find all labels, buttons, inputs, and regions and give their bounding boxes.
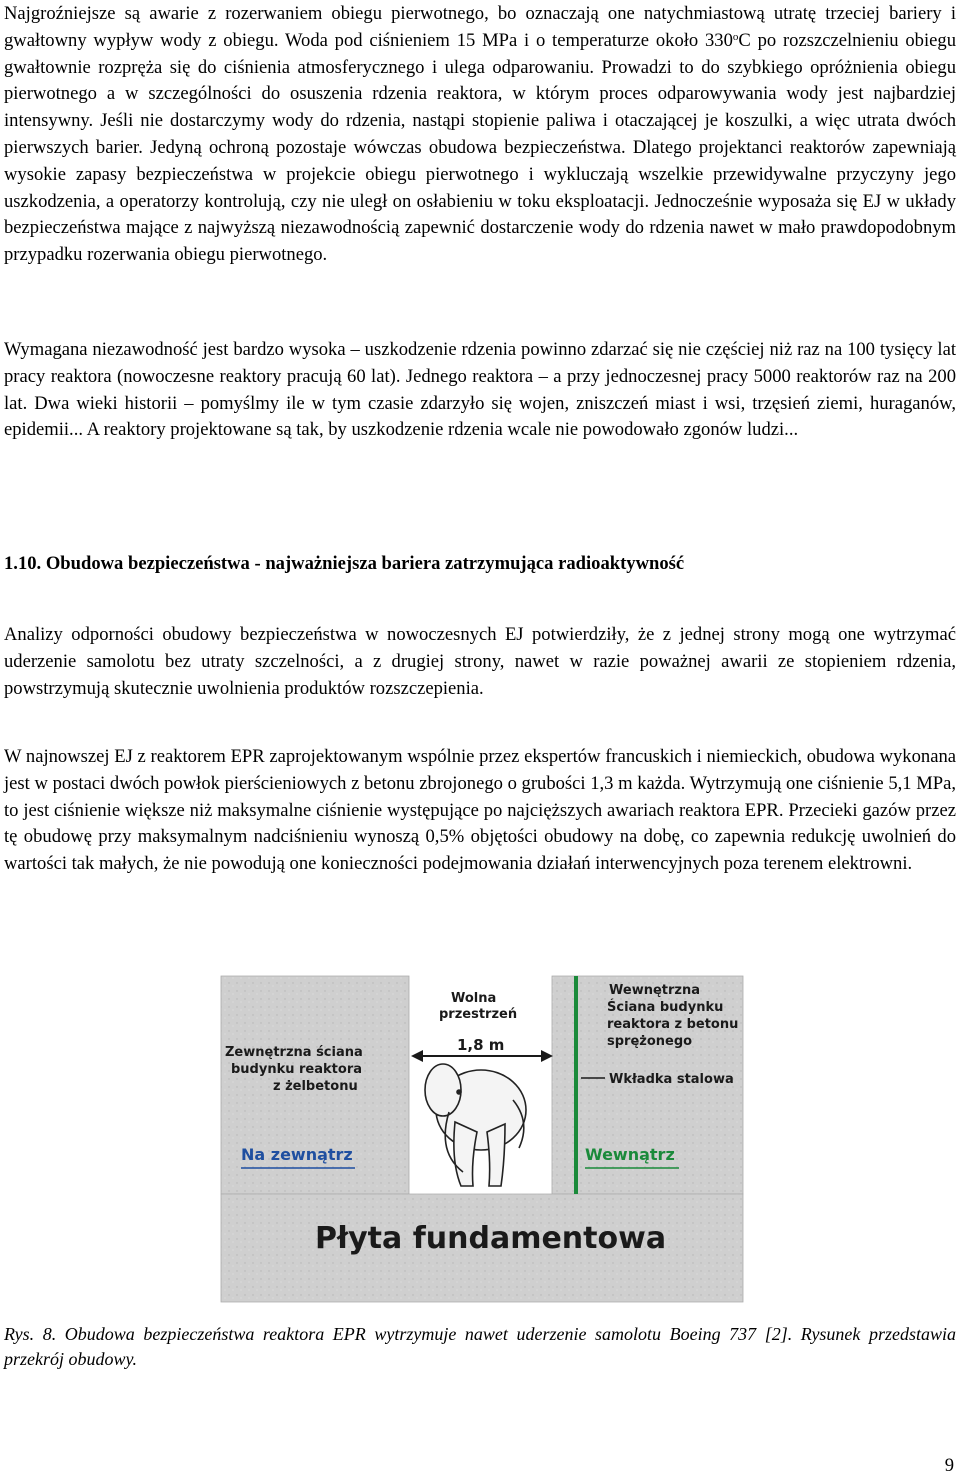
- label-outer-1: Zewnętrzna ściana: [225, 1045, 363, 1060]
- label-outside: Na zewnątrz: [241, 1145, 353, 1164]
- label-inner-1: Wewnętrzna: [609, 983, 700, 998]
- label-inner-2: Ściana budynku: [607, 1000, 724, 1015]
- label-inside: Wewnątrz: [585, 1145, 675, 1164]
- label-liner: Wkładka stalowa: [609, 1072, 734, 1087]
- label-gap-2: przestrzeń: [439, 1007, 518, 1022]
- elephant-illustration: [425, 1064, 526, 1186]
- label-gap-1: Wolna: [451, 991, 497, 1006]
- label-width: 1,8 m: [457, 1036, 505, 1054]
- page-number: 9: [944, 1455, 954, 1476]
- section-heading: 1.10. Obudowa bezpieczeństwa - najważniejsza bariera zatrzymująca radioaktywność: [4, 553, 685, 574]
- containment-cross-section-figure: [219, 972, 745, 1304]
- label-outer-3: z żelbetonu: [273, 1079, 358, 1094]
- paragraph-primary-circuit-failure: [4, 1, 956, 269]
- paragraph-text-b: C po rozszczelnieniu obiegu gwałtownie rozpręża się do ciśnienia atmosferycznego i ulega odparowaniu. Prowadzi to do szybkiego opróżnienia obiegu pierwotnego a w szczególności do osuszenia rdzenia reaktora, w którym proces odparowywania wody jest najbardziej intensywny. Jeśli nie dostarczymy wody do rdzenia, nastąpi stopienie paliwa i otaczającej je koszulki, a więc utrata dwóch pierwszych barier. Jedyną ochroną pozostaje wówczas obudowa bezpieczeństwa. Dlatego projektanci reaktorów zapewniają wysokie zapasy bezpieczeństwa w projekcie obiegu pierwotnego i wykluczają wszelkie przewidywalne przyczyny jego uszkodzenia, a operatorzy kontrolują, czy nie uległ on osłabieniu w toku eksploatacji. Jednocześnie wyposaża się EJ w układy bezpieczeństwa mające z najwyższą niezawodnością zapewnić dostarczenie wody do rdzenia nawet w mało prawdopodobnym przypadku rozerwania obiegu pierwotnego.: [4, 29, 956, 266]
- paragraph-reliability: Wymagana niezawodność jest bardzo wysoka – uszkodzenie rdzenia powinno zdarzać się nie częściej niż raz na 100 tysięcy lat pracy reaktora (nowoczesne reaktory pracują 60 lat). Jednego reaktora – a przy jednoczesnej pracy 5000 reaktorów raz na 200 lat. Dwa wieki historii – pomyślmy ile w tym czasie zdarzyło się wojen, zniszczeń miast i wsi, trzęsień ziemi, huraganów, epidemii... A reaktory projektowane są tak, by uszkodzenie rdzenia wcale nie powodowało zgonów ludzi...: [4, 339, 956, 441]
- label-outer-2: budynku reaktora: [231, 1062, 362, 1077]
- paragraph-containment-analysis: Analizy odporności obudowy bezpieczeństwa w nowoczesnych EJ potwierdziły, że z jednej strony mogą one wytrzymać uderzenie samolotu bez utraty szczelności, a z drugiej strony, nawet w razie poważnej awarii ze stopieniem rdzenia, powstrzymują skutecznie uwolnienia produktów rozszczepienia.: [4, 624, 956, 699]
- label-inner-4: sprężonego: [607, 1034, 693, 1049]
- figure-caption: Rys. 8. Obudowa bezpieczeństwa reaktora EPR wytrzymuje nawet uderzenie samolotu Boeing 737 [2]. Rysunek przedstawia przekrój obudowy.: [4, 1324, 956, 1369]
- label-inner-3: reaktora z betonu: [607, 1017, 739, 1032]
- degree-superscript: o: [732, 30, 739, 43]
- paragraph-text-a: Najgroźniejsze są awarie z rozerwaniem obiegu pierwotnego, bo oznaczają one natychmiastową utratę trzeciej bariery i gwałtowny wypływ wody z obiegu. Woda pod ciśnieniem 15 MPa i o temperaturze około 330: [4, 3, 956, 51]
- paragraph-epr-containment: W najnowszej EJ z reaktorem EPR zaprojektowanym wspólnie przez ekspertów francuskich i niemieckich, obudowa wykonana jest w postaci dwóch powłok pierścieniowych z betonu zbrojonego o grubości 1,3 m każda. Wytrzymują one ciśnienie 5,1 MPa, to jest ciśnienie większe niż maksymalne ciśnienie występujące po najcięższych awariach reaktora EPR. Przecieki gazów przez tę obudowę przy maksymalnym nadciśnieniu wynoszą 0,5% objętości obudowy na dobę, co zapewnia redukcję uwolnień do wartości tak małych, że nie powodują one konieczności podejmowania działań interwencyjnych poza terenem elektrowni.: [4, 746, 956, 875]
- label-base: Płyta fundamentowa: [315, 1221, 667, 1256]
